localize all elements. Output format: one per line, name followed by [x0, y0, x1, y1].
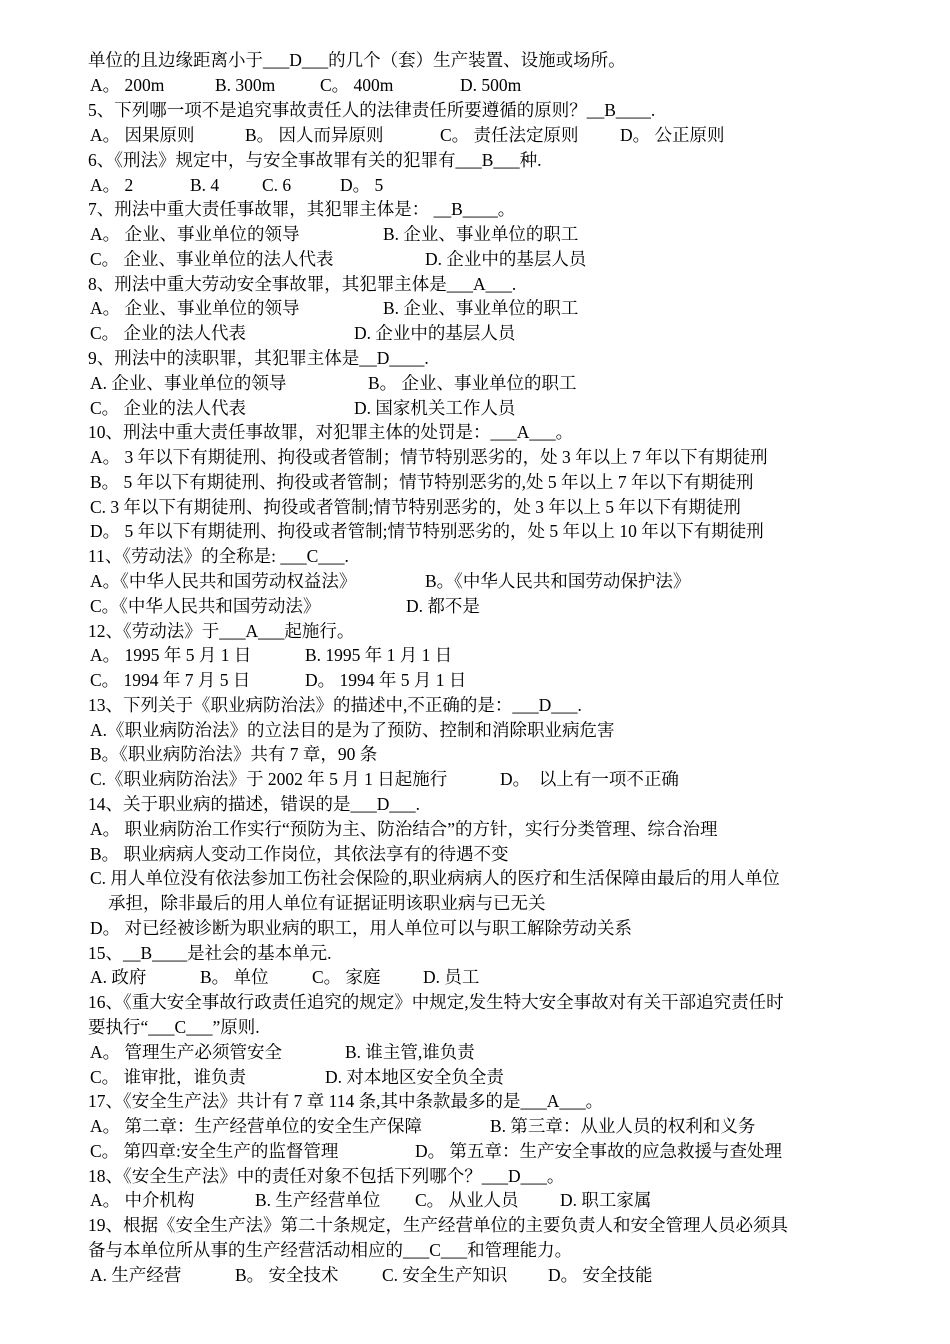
text-line — [0, 742, 950, 767]
line-text: 要执行“___C___”原则. — [88, 1017, 260, 1037]
option-text: C。 企业的法人代表 — [90, 398, 247, 418]
text-line — [0, 396, 950, 421]
line-text: 16、《重大安全事故行政责任追究的规定》中规定,发生特大安全事故对有关干部追究责任时 — [88, 992, 784, 1012]
option-text: A. 企业、事业单位的领导 — [90, 373, 287, 393]
text-line — [0, 296, 950, 321]
text-line — [0, 1139, 950, 1164]
option-text: D。 1994 年 5 月 1 日 — [305, 670, 467, 690]
option-text: A. 政府 — [90, 967, 147, 987]
text-line — [0, 371, 950, 396]
line-text: 17、《安全生产法》共计有 7 章 114 条,其中条款最多的是___A___。 — [88, 1091, 604, 1111]
option-text: D. 对本地区安全负全责 — [325, 1067, 504, 1087]
line-text: B。 5 年以下有期徒刑、拘役或者管制；情节特别恶劣的,处 5 年以上 7 年以下有期徒刑 — [90, 472, 754, 492]
option-text: B. 谁主管,谁负责 — [345, 1042, 475, 1062]
text-line — [0, 222, 950, 247]
option-text: D。 第五章：生产安全事故的应急救援与查处理 — [415, 1141, 783, 1161]
text-line — [0, 272, 950, 297]
text-line — [0, 123, 950, 148]
option-text: D. 500m — [460, 75, 522, 95]
option-text: B。 企业、事业单位的职工 — [368, 373, 577, 393]
option-text: C。 400m — [320, 75, 394, 95]
line-text: B。《职业病防治法》共有 7 章，90 条 — [90, 744, 378, 764]
option-text: B. 1995 年 1 月 1 日 — [305, 645, 453, 665]
text-line — [0, 941, 950, 966]
text-line — [0, 519, 950, 544]
option-text: B. 生产经营单位 — [255, 1190, 381, 1210]
option-text: C。 从业人员 — [415, 1190, 519, 1210]
option-text: B。 安全技术 — [235, 1265, 339, 1285]
text-line — [0, 619, 950, 644]
line-text: A.《职业病防治法》的立法目的是为了预防、控制和消除职业病危害 — [90, 720, 615, 740]
option-text: B. 300m — [215, 75, 276, 95]
line-text: 10、刑法中重大责任事故罪，对犯罪主体的处罚是：___A___。 — [88, 422, 574, 442]
option-text: C。 企业的法人代表 — [90, 323, 247, 343]
text-line — [0, 48, 950, 73]
text-line — [0, 247, 950, 272]
option-text: B。 单位 — [200, 967, 269, 987]
option-text: C. 安全生产知识 — [382, 1265, 508, 1285]
text-line — [0, 1238, 950, 1263]
text-line — [0, 1164, 950, 1189]
text-line — [0, 544, 950, 569]
option-text: D. 员工 — [423, 967, 480, 987]
option-text: A。 2 — [90, 175, 134, 195]
text-line — [0, 594, 950, 619]
option-text: D。 公正原则 — [620, 125, 725, 145]
option-text: D. 企业中的基层人员 — [425, 249, 587, 269]
text-line — [0, 98, 950, 123]
text-line — [0, 1114, 950, 1139]
option-text: A。 第二章：生产经营单位的安全生产保障 — [90, 1116, 423, 1136]
line-text: 12、《劳动法》于___A___起施行。 — [88, 621, 355, 641]
option-text: C。 第四章:安全生产的监督管理 — [90, 1141, 339, 1161]
line-text: 13、下列关于《职业病防治法》的描述中,不正确的是：___D___. — [88, 695, 582, 715]
line-text: B。 职业病病人变动工作岗位，其依法享有的待遇不变 — [90, 844, 509, 864]
option-text: C。 责任法定原则 — [440, 125, 579, 145]
option-text: C。 1994 年 7 月 5 日 — [90, 670, 251, 690]
line-text: 19、根据《安全生产法》第二十条规定，生产经营单位的主要负责人和安全管理人员必须具 — [88, 1215, 788, 1235]
option-text: A。 1995 年 5 月 1 日 — [90, 645, 252, 665]
line-text: A。 职业病防治工作实行“预防为主、防治结合”的方针，实行分类管理、综合治理 — [90, 819, 718, 839]
line-text: D。 对已经被诊断为职业病的职工，用人单位可以与职工解除劳动关系 — [90, 918, 633, 938]
option-text: B. 第三章：从业人员的权利和义务 — [490, 1116, 756, 1136]
option-text: A。《中华人民共和国劳动权益法》 — [90, 571, 357, 591]
option-text: B. 企业、事业单位的职工 — [383, 298, 579, 318]
text-line — [0, 891, 950, 916]
text-line — [0, 321, 950, 346]
line-text: C. 3 年以下有期徒刑、拘役或者管制;情节特别恶劣的，处 3 年以上 5 年以下有期徒刑 — [90, 497, 741, 517]
text-line — [0, 792, 950, 817]
text-line — [0, 817, 950, 842]
line-text: 备与本单位所从事的生产经营活动相应的___C___和管理能力。 — [88, 1240, 573, 1260]
text-line — [0, 73, 950, 98]
line-text: 14、关于职业病的描述，错误的是___D___. — [88, 794, 421, 814]
option-text: B. 企业、事业单位的职工 — [383, 224, 579, 244]
option-text: D。 安全技能 — [548, 1265, 653, 1285]
text-line — [0, 148, 950, 173]
option-text: A。 企业、事业单位的领导 — [90, 224, 300, 244]
option-text: D. 国家机关工作人员 — [354, 398, 516, 418]
line-text: 单位的且边缘距离小于___D___的几个（套）生产装置、设施或场所。 — [88, 50, 626, 70]
option-text: C。 企业、事业单位的法人代表 — [90, 249, 334, 269]
line-text: A。 3 年以下有期徒刑、拘役或者管制；情节特别恶劣的，处 3 年以上 7 年以下有期徒刑 — [90, 447, 768, 467]
option-text: A。 管理生产必须管安全 — [90, 1042, 283, 1062]
line-text: 承担，除非最后的用人单位有证据证明该职业病与已无关 — [108, 893, 546, 913]
option-text: B。《中华人民共和国劳动保护法》 — [425, 571, 691, 591]
text-line — [0, 866, 950, 891]
text-line — [0, 173, 950, 198]
option-text: C。 家庭 — [312, 967, 381, 987]
text-line — [0, 965, 950, 990]
option-text: A。 中介机构 — [90, 1190, 195, 1210]
text-line — [0, 693, 950, 718]
line-text: 6、《刑法》规定中，与安全事故罪有关的犯罪有___B___种. — [88, 150, 542, 170]
text-line — [0, 1213, 950, 1238]
line-text: C. 用人单位没有依法参加工伤社会保险的,职业病病人的医疗和生活保障由最后的用人单位 — [90, 868, 780, 888]
text-line — [0, 668, 950, 693]
text-line — [0, 916, 950, 941]
line-text: 8、刑法中重大劳动安全事故罪，其犯罪主体是___A___. — [88, 274, 517, 294]
text-line — [0, 1015, 950, 1040]
text-line — [0, 990, 950, 1015]
option-text: B. 4 — [190, 175, 220, 195]
text-line — [0, 718, 950, 743]
text-line — [0, 420, 950, 445]
option-text: A。 200m — [90, 75, 165, 95]
text-line — [0, 842, 950, 867]
line-text: 15、__B____是社会的基本单元. — [88, 943, 332, 963]
text-line — [0, 569, 950, 594]
line-text: 11、《劳动法》的全称是: ___C___. — [88, 546, 349, 566]
option-text: A. 生产经营 — [90, 1265, 182, 1285]
text-line — [0, 1040, 950, 1065]
text-line — [0, 1263, 950, 1288]
option-text: D. 都不是 — [406, 596, 480, 616]
option-text: D. 职工家属 — [560, 1190, 652, 1210]
option-text: D。 以上有一项不正确 — [500, 769, 679, 789]
option-text: C。《中华人民共和国劳动法》 — [90, 596, 321, 616]
option-text: C.《职业病防治法》于 2002 年 5 月 1 日起施行 — [90, 769, 448, 789]
text-line — [0, 197, 950, 222]
option-text: A。 因果原则 — [90, 125, 195, 145]
text-line — [0, 346, 950, 371]
text-line — [0, 1188, 950, 1213]
option-text: C。 谁审批，谁负责 — [90, 1067, 247, 1087]
text-line — [0, 1065, 950, 1090]
text-line — [0, 495, 950, 520]
option-text: D。 5 — [340, 175, 384, 195]
text-line — [0, 470, 950, 495]
text-line — [0, 767, 950, 792]
line-text: 9、刑法中的渎职罪，其犯罪主体是__D____. — [88, 348, 429, 368]
text-line — [0, 1089, 950, 1114]
option-text: B。 因人而异原则 — [245, 125, 384, 145]
text-line — [0, 445, 950, 470]
option-text: D. 企业中的基层人员 — [354, 323, 516, 343]
line-text: D。 5 年以下有期徒刑、拘役或者管制;情节特别恶劣的，处 5 年以上 10 年以下有期徒刑 — [90, 521, 764, 541]
line-text: 5、下列哪一项不是追究事故责任人的法律责任所要遵循的原则？__B____. — [88, 100, 656, 120]
line-text: 18、《安全生产法》中的责任对象不包括下列哪个？___D___。 — [88, 1166, 565, 1186]
text-line — [0, 643, 950, 668]
option-text: C. 6 — [262, 175, 292, 195]
option-text: A。 企业、事业单位的领导 — [90, 298, 300, 318]
line-text: 7、刑法中重大责任事故罪，其犯罪主体是： __B____。 — [88, 199, 516, 219]
